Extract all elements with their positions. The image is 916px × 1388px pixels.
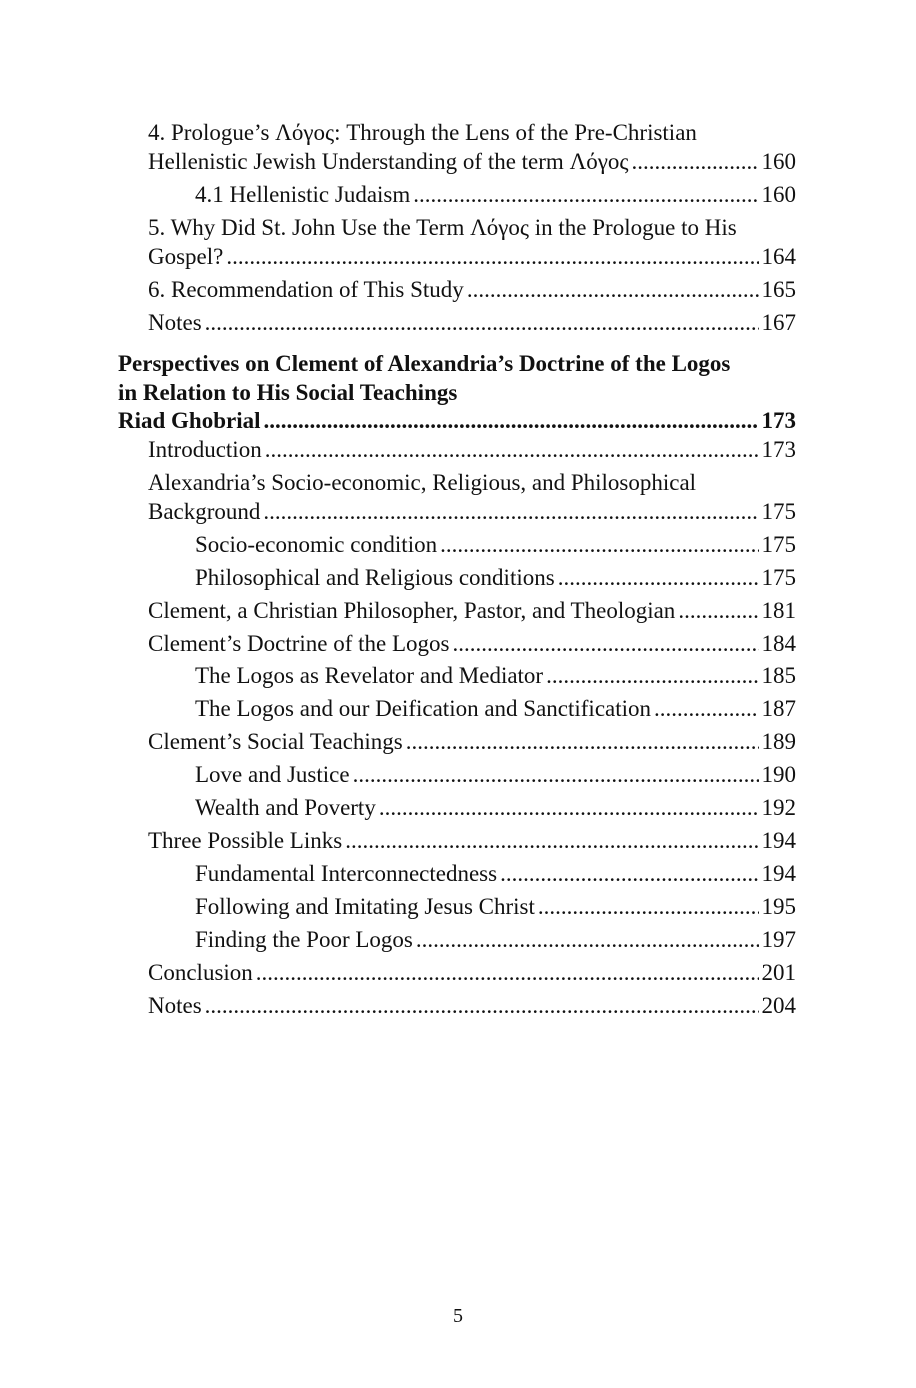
page-number: 173 xyxy=(761,437,796,462)
toc-entry-text: Philosophical and Religious conditions xyxy=(195,565,555,590)
leader-dots xyxy=(538,892,759,922)
page-number: 194 xyxy=(761,861,796,886)
leader-dots xyxy=(406,727,759,757)
leader-dots xyxy=(345,826,758,856)
page-number: 160 xyxy=(761,149,796,174)
page-number: 181 xyxy=(761,598,796,623)
toc-entry-text: The Logos as Revelator and Mediator xyxy=(195,663,544,688)
chapter-title xyxy=(118,349,796,379)
toc-entry xyxy=(195,530,796,560)
toc-entry-text: Hellenistic Jewish Understanding of the term Λόγος xyxy=(148,149,629,174)
toc-entry xyxy=(195,892,796,922)
leader-dots xyxy=(265,435,759,465)
toc-entry xyxy=(148,727,796,757)
page-number: 167 xyxy=(761,310,796,335)
leader-dots xyxy=(205,991,759,1021)
leader-dots xyxy=(453,629,759,659)
page-footer-number: 5 xyxy=(453,1305,463,1327)
toc-entry-text: 4.1 Hellenistic Judaism xyxy=(195,182,411,207)
page-number: 187 xyxy=(761,696,796,721)
toc-entry xyxy=(195,563,796,593)
page-number: 185 xyxy=(761,663,796,688)
toc-entry-text: Wealth and Poverty xyxy=(195,795,376,820)
toc-entry-line xyxy=(148,118,796,148)
toc-entry xyxy=(148,242,796,272)
toc-entry-text: Notes xyxy=(148,310,202,335)
toc-entry xyxy=(195,661,796,691)
leader-dots xyxy=(558,563,759,593)
toc-entry-text: Conclusion xyxy=(148,960,253,985)
leader-dots xyxy=(416,925,759,955)
leader-dots xyxy=(256,958,759,988)
leader-dots xyxy=(500,859,758,889)
leader-dots xyxy=(379,793,759,823)
leader-dots xyxy=(226,242,758,272)
leader-dots xyxy=(678,596,758,626)
page-number: 175 xyxy=(761,565,796,590)
leader-dots xyxy=(546,661,758,691)
leader-dots xyxy=(413,180,758,210)
page-number: 197 xyxy=(761,927,796,952)
toc-entry-text: Love and Justice xyxy=(195,762,350,787)
toc-entry xyxy=(148,147,796,177)
chapter-title-line: in Relation to His Social Teachings xyxy=(118,380,458,405)
toc-entry-text: Gospel? xyxy=(148,244,224,269)
toc-entry-text: Alexandria’s Socio-economic, Religious, and Philosophical xyxy=(148,470,697,495)
toc-entry xyxy=(148,497,796,527)
leader-dots xyxy=(467,275,759,305)
toc-entry xyxy=(148,826,796,856)
toc-entry xyxy=(195,793,796,823)
toc-entry-text: Background xyxy=(148,499,261,524)
toc-entry xyxy=(195,925,796,955)
chapter-title-line: Perspectives on Clement of Alexandria’s Doctrine of the Logos xyxy=(118,351,731,376)
page-number: 165 xyxy=(761,277,796,302)
page-number: 192 xyxy=(761,795,796,820)
page-number: 164 xyxy=(761,244,796,269)
toc-entry-line xyxy=(148,213,796,243)
toc-entry-text: Introduction xyxy=(148,437,262,462)
toc-entry xyxy=(148,596,796,626)
toc-entry-text: Fundamental Interconnectedness xyxy=(195,861,498,886)
toc-entry-text: Socio-economic condition xyxy=(195,532,438,557)
page-number: 184 xyxy=(761,631,796,656)
page-number: 195 xyxy=(761,894,796,919)
leader-dots xyxy=(440,530,758,560)
leader-dots xyxy=(353,760,759,790)
page-number: 189 xyxy=(761,729,796,754)
page-number: 194 xyxy=(761,828,796,853)
toc-entry-text: Following and Imitating Jesus Christ xyxy=(195,894,535,919)
leader-dots xyxy=(264,406,759,436)
toc-entry-text: Three Possible Links xyxy=(148,828,343,853)
chapter-author-entry xyxy=(118,406,796,436)
toc-entry-text: Clement’s Social Teachings xyxy=(148,729,403,754)
chapter-title xyxy=(118,378,796,408)
toc-entry xyxy=(148,435,796,465)
leader-dots xyxy=(654,694,758,724)
leader-dots xyxy=(263,497,758,527)
chapter-author: Riad Ghobrial xyxy=(118,408,261,433)
toc-entry-text: 4. Prologue’s Λόγος: Through the Lens of the Pre-Christian xyxy=(148,120,697,145)
page-number: 173 xyxy=(761,408,796,433)
toc-entry xyxy=(148,991,796,1021)
page-number: 190 xyxy=(761,762,796,787)
page-number: 175 xyxy=(761,499,796,524)
leader-dots xyxy=(205,308,759,338)
page-number: 204 xyxy=(761,993,796,1018)
page-number: 160 xyxy=(761,182,796,207)
toc-entry-text: 6. Recommendation of This Study xyxy=(148,277,464,302)
toc-entry xyxy=(148,275,796,305)
toc-entry-text: Clement’s Doctrine of the Logos xyxy=(148,631,450,656)
toc-entry-text: The Logos and our Deification and Sanctification xyxy=(195,696,652,721)
toc-entry-text: Finding the Poor Logos xyxy=(195,927,413,952)
toc-entry-text: Clement, a Christian Philosopher, Pastor, and Theologian xyxy=(148,598,676,623)
toc-entry xyxy=(195,760,796,790)
toc-entry-text: 5. Why Did St. John Use the Term Λόγος in the Prologue to His xyxy=(148,215,737,240)
toc-entry xyxy=(148,629,796,659)
page-number: 175 xyxy=(761,532,796,557)
toc-entry xyxy=(148,308,796,338)
page-number: 201 xyxy=(761,960,796,985)
toc-entry xyxy=(195,694,796,724)
toc-entry-line xyxy=(148,468,796,498)
toc-entry xyxy=(195,180,796,210)
toc-entry xyxy=(148,958,796,988)
leader-dots xyxy=(632,147,759,177)
toc-entry xyxy=(195,859,796,889)
toc-entry-text: Notes xyxy=(148,993,202,1018)
